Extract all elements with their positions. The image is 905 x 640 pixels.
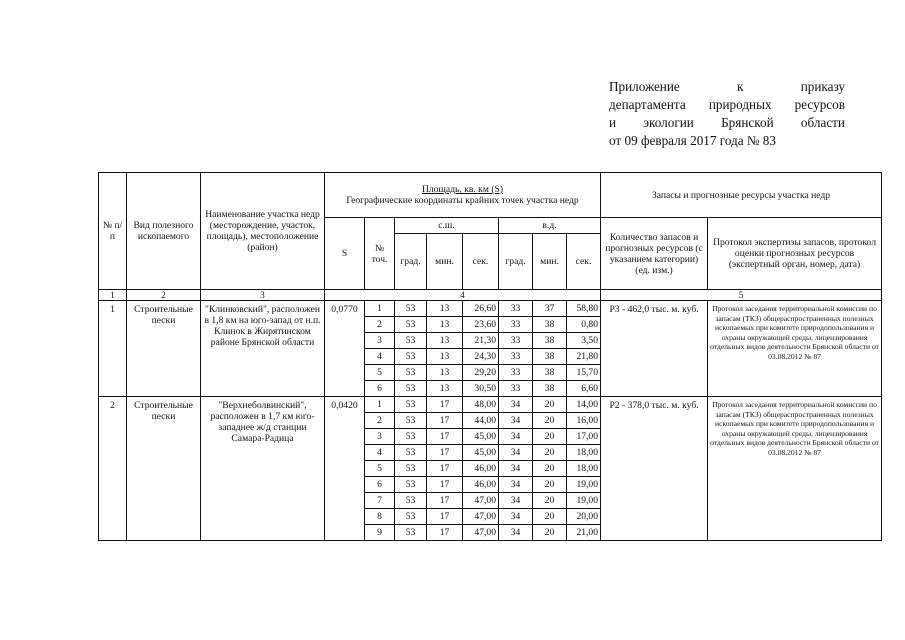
coord-cell: 53 — [395, 397, 427, 413]
header-protocol: Протокол экспертизы запасов, протокол оценки прогнозных ресурсов (экспертный орган, номер, дата) — [708, 218, 882, 290]
coord-cell: 38 — [533, 349, 567, 365]
appendix-word: экологии — [643, 115, 694, 130]
coord-cell: 53 — [395, 333, 427, 349]
coord-cell: 53 — [395, 301, 427, 317]
coord-cell: 14,00 — [567, 397, 601, 413]
header-s: S — [325, 218, 365, 290]
table-row — [99, 301, 882, 317]
coord-cell: 33 — [499, 333, 533, 349]
coord-cell: 21,00 — [567, 525, 601, 541]
coord-cell: 26,60 — [463, 301, 499, 317]
appendix-word: Брянской — [721, 115, 774, 130]
coord-cell: 8 — [365, 509, 395, 525]
coord-cell: 7 — [365, 493, 395, 509]
coord-cell: 13 — [427, 301, 463, 317]
row-mineral: Строительные пески — [127, 397, 201, 541]
appendix-line-2 — [609, 96, 845, 114]
coord-cell: 24,30 — [463, 349, 499, 365]
appendix-line-4: от 09 февраля 2017 года № 83 — [609, 133, 776, 148]
row-quantity: Р2 - 378,0 тыс. м. куб. — [601, 397, 708, 541]
coord-cell: 53 — [395, 429, 427, 445]
coord-cell: 2 — [365, 317, 395, 333]
appendix-word: области — [800, 115, 845, 130]
coord-cell: 13 — [427, 317, 463, 333]
coord-cell: 34 — [499, 461, 533, 477]
coord-cell: 37 — [533, 301, 567, 317]
coord-cell: 53 — [395, 349, 427, 365]
coord-cell: 53 — [395, 477, 427, 493]
coord-cell: 20 — [533, 493, 567, 509]
coord-cell: 20 — [533, 397, 567, 413]
header-north-deg: град. — [395, 234, 427, 290]
coord-cell: 38 — [533, 365, 567, 381]
coord-cell: 17 — [427, 493, 463, 509]
header-mineral: Вид полезного ископаемого — [127, 173, 201, 290]
header-site: Наименование участка недр (месторождение, участок, площадь), местоположение (район) — [201, 173, 325, 290]
coord-cell: 34 — [499, 477, 533, 493]
header-east-min: мин. — [533, 234, 567, 290]
coord-cell: 20 — [533, 461, 567, 477]
coord-cell: 53 — [395, 413, 427, 429]
header-quantity: Количество запасов и прогнозных ресурсов (с указанием категории) (ед. изм.) — [601, 218, 708, 290]
coord-cell: 18,00 — [567, 445, 601, 461]
coord-cell: 1 — [365, 301, 395, 317]
coord-cell: 53 — [395, 365, 427, 381]
coord-cell: 34 — [499, 429, 533, 445]
coord-cell: 19,00 — [567, 493, 601, 509]
coord-cell: 19,00 — [567, 477, 601, 493]
coord-cell: 6 — [365, 381, 395, 397]
coord-cell: 3,50 — [567, 333, 601, 349]
coord-cell: 53 — [395, 509, 427, 525]
coord-cell: 13 — [427, 381, 463, 397]
coord-cell: 33 — [499, 317, 533, 333]
row-site: "Верхнеболвинский", расположен в 1,7 км юго-западнее ж/д станции Самара-Радица — [201, 397, 325, 541]
coord-cell: 53 — [395, 381, 427, 397]
coord-cell: 34 — [499, 525, 533, 541]
coord-cell: 13 — [427, 365, 463, 381]
coord-cell: 20 — [533, 445, 567, 461]
appendix-word: департамента — [609, 97, 686, 112]
row-quantity: Р3 - 462,0 тыс. м. куб. — [601, 301, 708, 397]
coord-cell: 17 — [427, 397, 463, 413]
header-north-min: мин. — [427, 234, 463, 290]
header-row-1 — [99, 173, 882, 218]
coord-cell: 3 — [365, 333, 395, 349]
coord-cell: 58,80 — [567, 301, 601, 317]
appendix-word: приказу — [800, 79, 845, 94]
row-area: 0,0420 — [325, 397, 365, 541]
coord-cell: 21,80 — [567, 349, 601, 365]
header-area-coords — [325, 173, 601, 218]
coord-cell: 20 — [533, 429, 567, 445]
coord-cell: 23,60 — [463, 317, 499, 333]
coord-cell: 38 — [533, 317, 567, 333]
appendix-word: природных — [708, 97, 772, 112]
coord-cell: 46,00 — [463, 461, 499, 477]
coord-cell: 16,00 — [567, 413, 601, 429]
coord-cell: 45,00 — [463, 429, 499, 445]
coord-cell: 6,60 — [567, 381, 601, 397]
coord-cell: 53 — [395, 445, 427, 461]
colnum-1: 1 — [99, 290, 127, 301]
appendix-word: ресурсов — [794, 97, 845, 112]
coord-cell: 20,00 — [567, 509, 601, 525]
appendix-word: Приложение — [609, 79, 680, 94]
colnum-3: 3 — [201, 290, 325, 301]
coord-cell: 47,00 — [463, 493, 499, 509]
coord-cell: 4 — [365, 349, 395, 365]
coord-cell: 1 — [365, 397, 395, 413]
coord-cell: 17 — [427, 445, 463, 461]
coord-cell: 17 — [427, 413, 463, 429]
coord-cell: 46,00 — [463, 477, 499, 493]
row-num: 1 — [99, 301, 127, 397]
coord-cell: 20 — [533, 477, 567, 493]
coord-cell: 5 — [365, 365, 395, 381]
coord-cell: 17 — [427, 461, 463, 477]
colnum-5: 5 — [601, 290, 882, 301]
appendix-header — [609, 78, 845, 150]
coord-cell: 33 — [499, 365, 533, 381]
coord-cell: 17 — [427, 525, 463, 541]
row-protocol: Протокол заседания территориальной комиссии по запасам (ТКЗ) общераспространенных полезных ископаемых при комитете природопользования и охраны окружающей среды, лицензирования отдельных видов деятельности Брянской области от 03.08.2012 № 87 — [708, 301, 882, 397]
coord-cell: 34 — [499, 397, 533, 413]
coord-cell: 38 — [533, 333, 567, 349]
header-num: № п/п — [99, 173, 127, 290]
coord-cell: 53 — [395, 493, 427, 509]
coord-cell: 34 — [499, 445, 533, 461]
row-area: 0,0770 — [325, 301, 365, 397]
coord-cell: 53 — [395, 525, 427, 541]
coord-cell: 53 — [395, 461, 427, 477]
coord-cell: 13 — [427, 333, 463, 349]
coord-cell: 18,00 — [567, 461, 601, 477]
coord-cell: 2 — [365, 413, 395, 429]
coord-cell: 17 — [427, 429, 463, 445]
coord-cell: 17 — [427, 509, 463, 525]
coord-cell: 9 — [365, 525, 395, 541]
header-north: с.ш. — [395, 218, 499, 234]
coord-cell: 33 — [499, 301, 533, 317]
header-area-title: Площадь, кв. км (S) — [421, 184, 504, 195]
row-site: "Клинковский", расположен в 1,8 км на юго-запад от н.п. Клинок в Жирятинском районе Брянской области — [201, 301, 325, 397]
coord-cell: 6 — [365, 477, 395, 493]
coord-cell: 48,00 — [463, 397, 499, 413]
colnum-2: 2 — [127, 290, 201, 301]
header-north-sec: сек. — [463, 234, 499, 290]
coord-cell: 34 — [499, 509, 533, 525]
appendix-word: и — [609, 115, 617, 130]
coord-cell: 44,00 — [463, 413, 499, 429]
coord-cell: 47,00 — [463, 509, 499, 525]
table-row — [99, 397, 882, 413]
coord-cell: 20 — [533, 509, 567, 525]
coord-cell: 13 — [427, 349, 463, 365]
coord-cell: 3 — [365, 429, 395, 445]
coord-cell: 34 — [499, 493, 533, 509]
header-east: в.д. — [499, 218, 601, 234]
coord-cell: 15,70 — [567, 365, 601, 381]
coord-cell: 5 — [365, 461, 395, 477]
coord-cell: 29,20 — [463, 365, 499, 381]
coord-cell: 53 — [395, 317, 427, 333]
coord-cell: 20 — [533, 413, 567, 429]
coord-cell: 17 — [427, 477, 463, 493]
coord-cell: 21,30 — [463, 333, 499, 349]
coord-cell: 38 — [533, 381, 567, 397]
header-east-deg: град. — [499, 234, 533, 290]
header-east-sec: сек. — [567, 234, 601, 290]
coord-cell: 34 — [499, 413, 533, 429]
header-reserves-title: Запасы и прогнозные ресурсы участка недр — [601, 173, 882, 218]
coord-cell: 30,50 — [463, 381, 499, 397]
coord-cell: 47,00 — [463, 525, 499, 541]
coord-cell: 20 — [533, 525, 567, 541]
mineral-sites-table — [98, 172, 882, 541]
column-number-row — [99, 290, 882, 301]
row-protocol: Протокол заседания территориальной комиссии по запасам (ТКЗ) общераспространенных полезных ископаемых при комитете природопользования и охраны окружающей среды, лицензирования отдельных видов деятельности Брянской области от 03.08.2012 № 87 — [708, 397, 882, 541]
coord-cell: 0,80 — [567, 317, 601, 333]
coord-cell: 33 — [499, 381, 533, 397]
coord-cell: 4 — [365, 445, 395, 461]
appendix-line-1 — [609, 78, 845, 96]
colnum-4: 4 — [325, 290, 601, 301]
coord-cell: 17,00 — [567, 429, 601, 445]
header-point: № точ. — [365, 218, 395, 290]
row-num: 2 — [99, 397, 127, 541]
coord-cell: 45,00 — [463, 445, 499, 461]
appendix-line-3 — [609, 114, 845, 132]
coord-cell: 33 — [499, 349, 533, 365]
header-coords-title: Географические координаты крайних точек участка недр — [346, 195, 579, 206]
appendix-word: к — [737, 79, 744, 94]
row-mineral: Строительные пески — [127, 301, 201, 397]
